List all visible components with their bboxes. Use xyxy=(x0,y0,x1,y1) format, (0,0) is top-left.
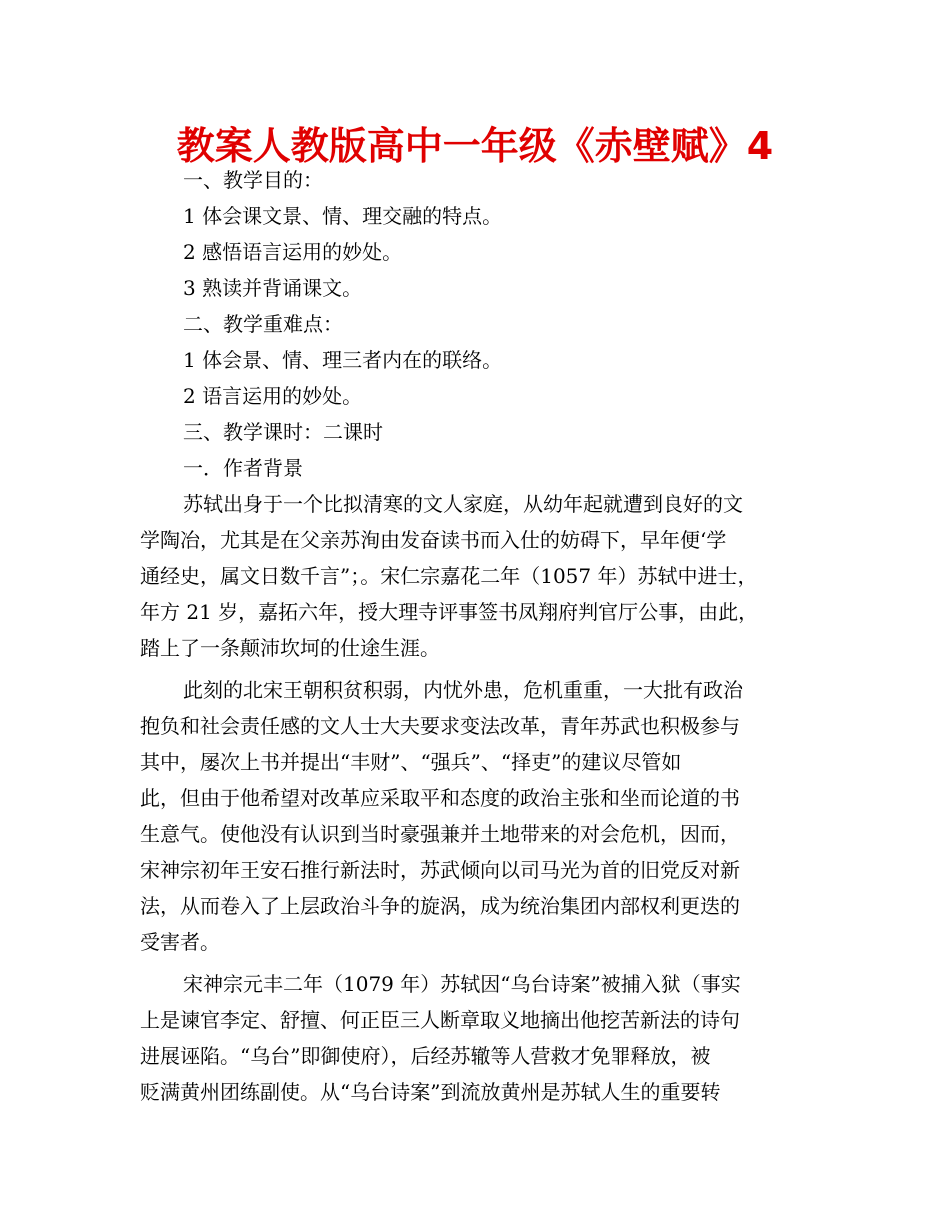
paragraph xyxy=(140,672,840,960)
document-title: 教案人教版高中一年级《赤壁赋》4 xyxy=(176,124,774,168)
paragraph-line: 年方 21 岁，嘉拓六年，授大理寺评事签书凤翔府判官厅公事，由此， xyxy=(140,600,759,624)
document-body xyxy=(140,162,840,1116)
list-item: 1 体会景、情、理三者内在的联络。 xyxy=(183,348,503,372)
list-item: 2 语言运用的妙处。 xyxy=(183,384,363,408)
section-heading: 一、教学目的： xyxy=(183,168,323,192)
paragraph-line: 贬满黄州团练副使。从“乌台诗案”到流放黄州是苏轼人生的重要转 xyxy=(140,1080,721,1104)
paragraph xyxy=(140,966,840,1110)
paragraph-line: 苏轼出身于一个比拟清寒的文人家庭，从幼年起就遭到良好的文 xyxy=(183,492,743,516)
paragraph-line: 学陶冶，尤其是在父亲苏洵由发奋读书而入仕的妨碍下，早年便‘学 xyxy=(140,528,727,552)
section-heading: 三、教学课时：二课时 xyxy=(183,420,383,444)
paragraph-line: 受害者。 xyxy=(140,930,220,954)
paragraph-line: 上是谏官李定、舒擅、何正臣三人断章取义地摘出他挖苦新法的诗句 xyxy=(140,1008,740,1032)
paragraph-line: 宋神宗初年王安石推行新法时，苏武倾向以司马光为首的旧党反对新 xyxy=(140,858,740,882)
subsection-heading: 一．作者背景 xyxy=(183,456,303,480)
paragraph-line: 抱负和社会责任感的文人士大夫要求变法改革，青年苏武也积极参与 xyxy=(140,714,740,738)
list-item: 1 体会课文景、情、理交融的特点。 xyxy=(183,204,503,228)
paragraph-line: 生意气。使他没有认识到当时豪强兼并土地带来的对会危机，因而， xyxy=(140,822,740,846)
paragraph-line: 宋神宗元丰二年（1079 年）苏轼因“乌台诗案”被捕入狱（事实 xyxy=(183,972,741,996)
paragraph xyxy=(140,486,840,666)
paragraph-line: 此刻的北宋王朝积贫积弱，内忧外患，危机重重，一大批有政治 xyxy=(183,678,743,702)
list-item: 2 感悟语言运用的妙处。 xyxy=(183,240,403,264)
paragraph-line: 踏上了一条颠沛坎坷的仕途生涯。 xyxy=(140,636,440,660)
paragraph-line: 其中，屡次上书并提出“丰财”、“强兵”、“择吏”的建议尽管如 xyxy=(140,750,682,774)
paragraph-line: 此，但由于他希望对改革应采取平和态度的政治主张和坐而论道的书 xyxy=(140,786,740,810)
section-heading: 二、教学重难点： xyxy=(183,312,343,336)
paragraph-line: 法，从而卷入了上层政治斗争的旋涡，成为统治集团内部权利更迭的 xyxy=(140,894,740,918)
list-item: 3 熟读并背诵课文。 xyxy=(183,276,363,300)
paragraph-line: 通经史，属文日数千言”；。宋仁宗嘉花二年（1057 年）苏轼中进士， xyxy=(140,564,758,588)
paragraph-line: 进展诬陷。“乌台”即御使府），后经苏辙等人营救才免罪释放，被 xyxy=(140,1044,711,1068)
